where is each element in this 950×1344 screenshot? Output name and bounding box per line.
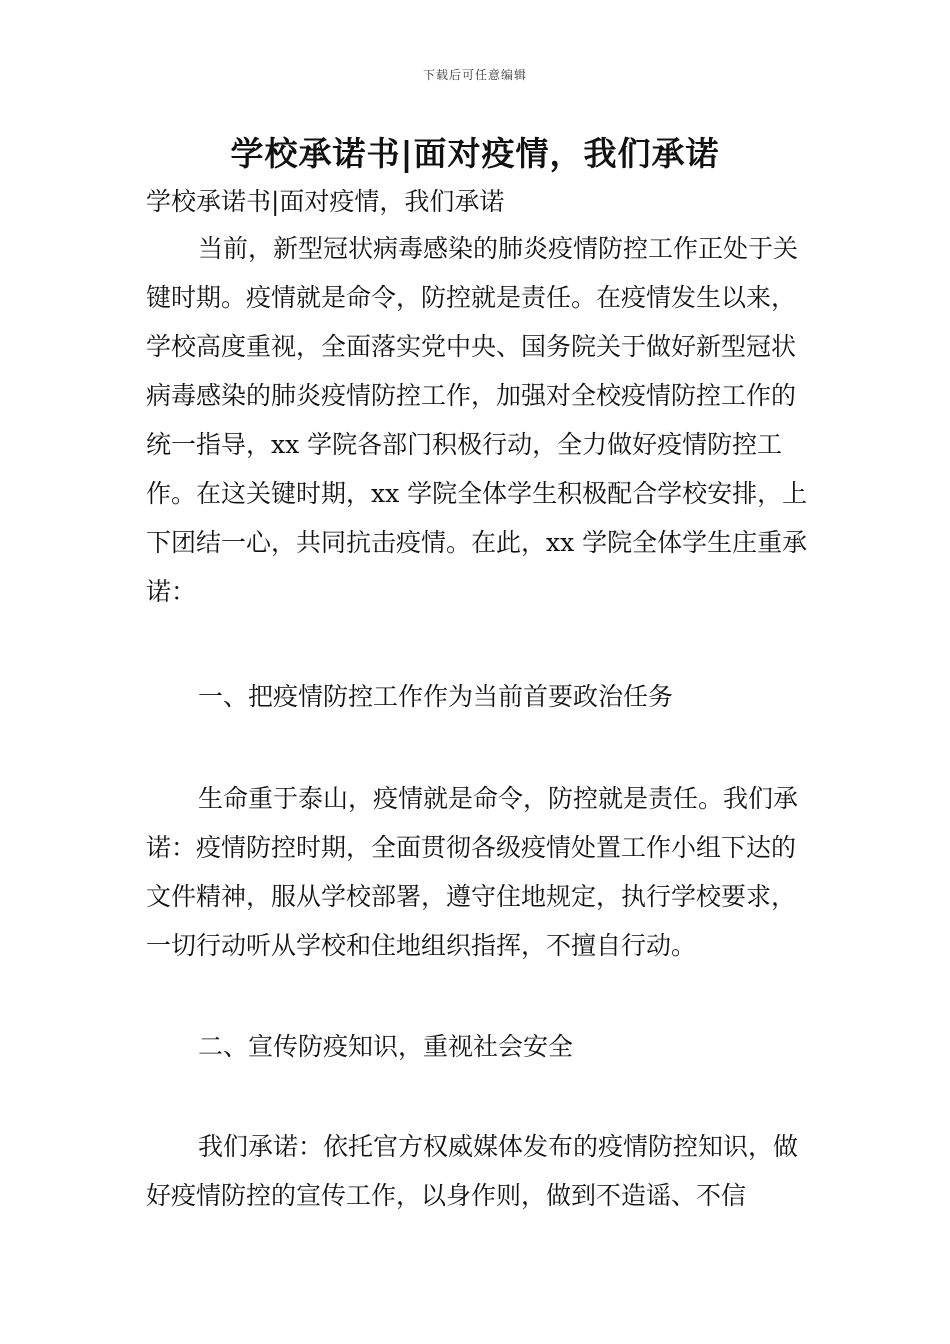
section-heading-2: 二、宣传防疫知识，重视社会安全 [198, 1032, 574, 1061]
document-title: 学校承诺书|面对疫情，我们承诺 [230, 134, 720, 173]
section-2-paragraph: 我们承诺：依托官方权威媒体发布的疫情防控知识，做好疫情防控的宣传工作，以身作则，做到不造谣、不信 [146, 1132, 799, 1210]
section-heading-1: 一、把疫情防控工作作为当前首要政治任务 [198, 682, 674, 711]
page-header-note: 下载后可任意编辑 [422, 68, 527, 82]
section-1-paragraph: 生命重于泰山，疫情就是命令，防控就是责任。我们承诺：疫情防控时期，全面贯彻各级疫情处置工作小组下达的文件精神，服从学校部署，遵守住地规定，执行学校要求，一切行动听从学校和住地组织指挥，不擅自行动。 [146, 784, 799, 960]
intro-paragraph: 当前，新型冠状病毒感染的肺炎疫情防控工作正处于关键时期。疫情就是命令，防控就是责任。在疫情发生以来，学校高度重视，全面落实党中央、国务院关于做好新型冠状病毒感染的肺炎疫情防控工作，加强对全校疫情防控工作的统一指导，xx 学院各部门积极行动，全力做好疫情防控工作。在这关键时期，xx 学院全体学生积极配合学校安排，上下团结一心，共同抗击疫情。在此，xx 学院全体学生庄重承诺： [146, 234, 808, 606]
document-subtitle: 学校承诺书|面对疫情，我们承诺 [146, 187, 505, 216]
